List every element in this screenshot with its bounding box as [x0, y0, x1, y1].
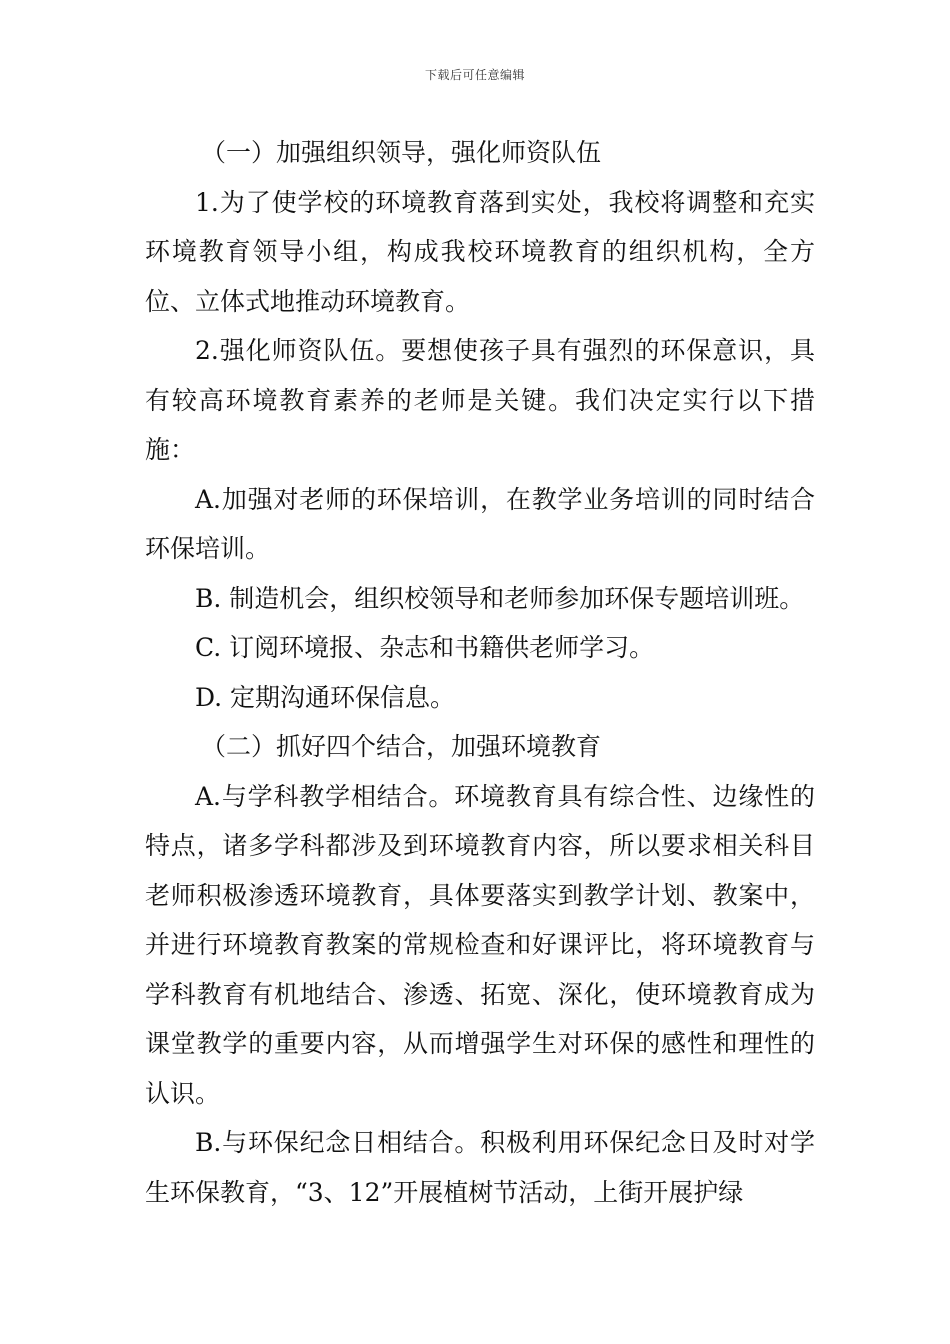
- paragraph-combine-a: A.与学科教学相结合。环境教育具有综合性、边缘性的特点，诸多学科都涉及到环境教育内容，所以要求相关科目老师积极渗透环境教育，具体要落实到教学计划、教案中，并进行环境教育教案的常规检查和好课评比，将环境教育与学科教育有机地结合、渗透、拓宽、深化，使环境教育成为课堂教学的重要内容，从而增强学生对环保的感性和理性的认识。: [145, 781, 815, 1108]
- paragraph-measure-a: A.加强对老师的环保培训，在教学业务培训的同时结合环保培训。: [145, 484, 815, 563]
- paragraph-item-2: 2.强化师资队伍。要想使孩子具有强烈的环保意识，具有较高环境教育素养的老师是关键。我们决定实行以下措施：: [145, 336, 815, 464]
- document-body: [145, 128, 815, 1217]
- section-heading-2: （二）抓好四个结合，加强环境教育: [201, 732, 602, 761]
- section-heading-1: （一）加强组织领导，强化师资队伍: [201, 138, 602, 167]
- paragraph-item-1: 1.为了使学校的环境教育落到实处，我校将调整和充实环境教育领导小组，构成我校环境教育的组织机构，全方位、立体式地推动环境教育。: [145, 187, 815, 316]
- paragraph-measure-d: D. 定期沟通环保信息。: [195, 682, 456, 712]
- paragraph-combine-b: B.与环保纪念日相结合。积极利用环保纪念日及时对学生环保教育，“3、12”开展植树节活动，上街开展护绿: [145, 1128, 815, 1207]
- header-note: 下载后可任意编辑: [424, 68, 525, 82]
- paragraph-measure-b: B. 制造机会，组织校领导和老师参加环保专题培训班。: [195, 583, 805, 613]
- paragraph-measure-c: C. 订阅环境报、杂志和书籍供老师学习。: [195, 633, 655, 662]
